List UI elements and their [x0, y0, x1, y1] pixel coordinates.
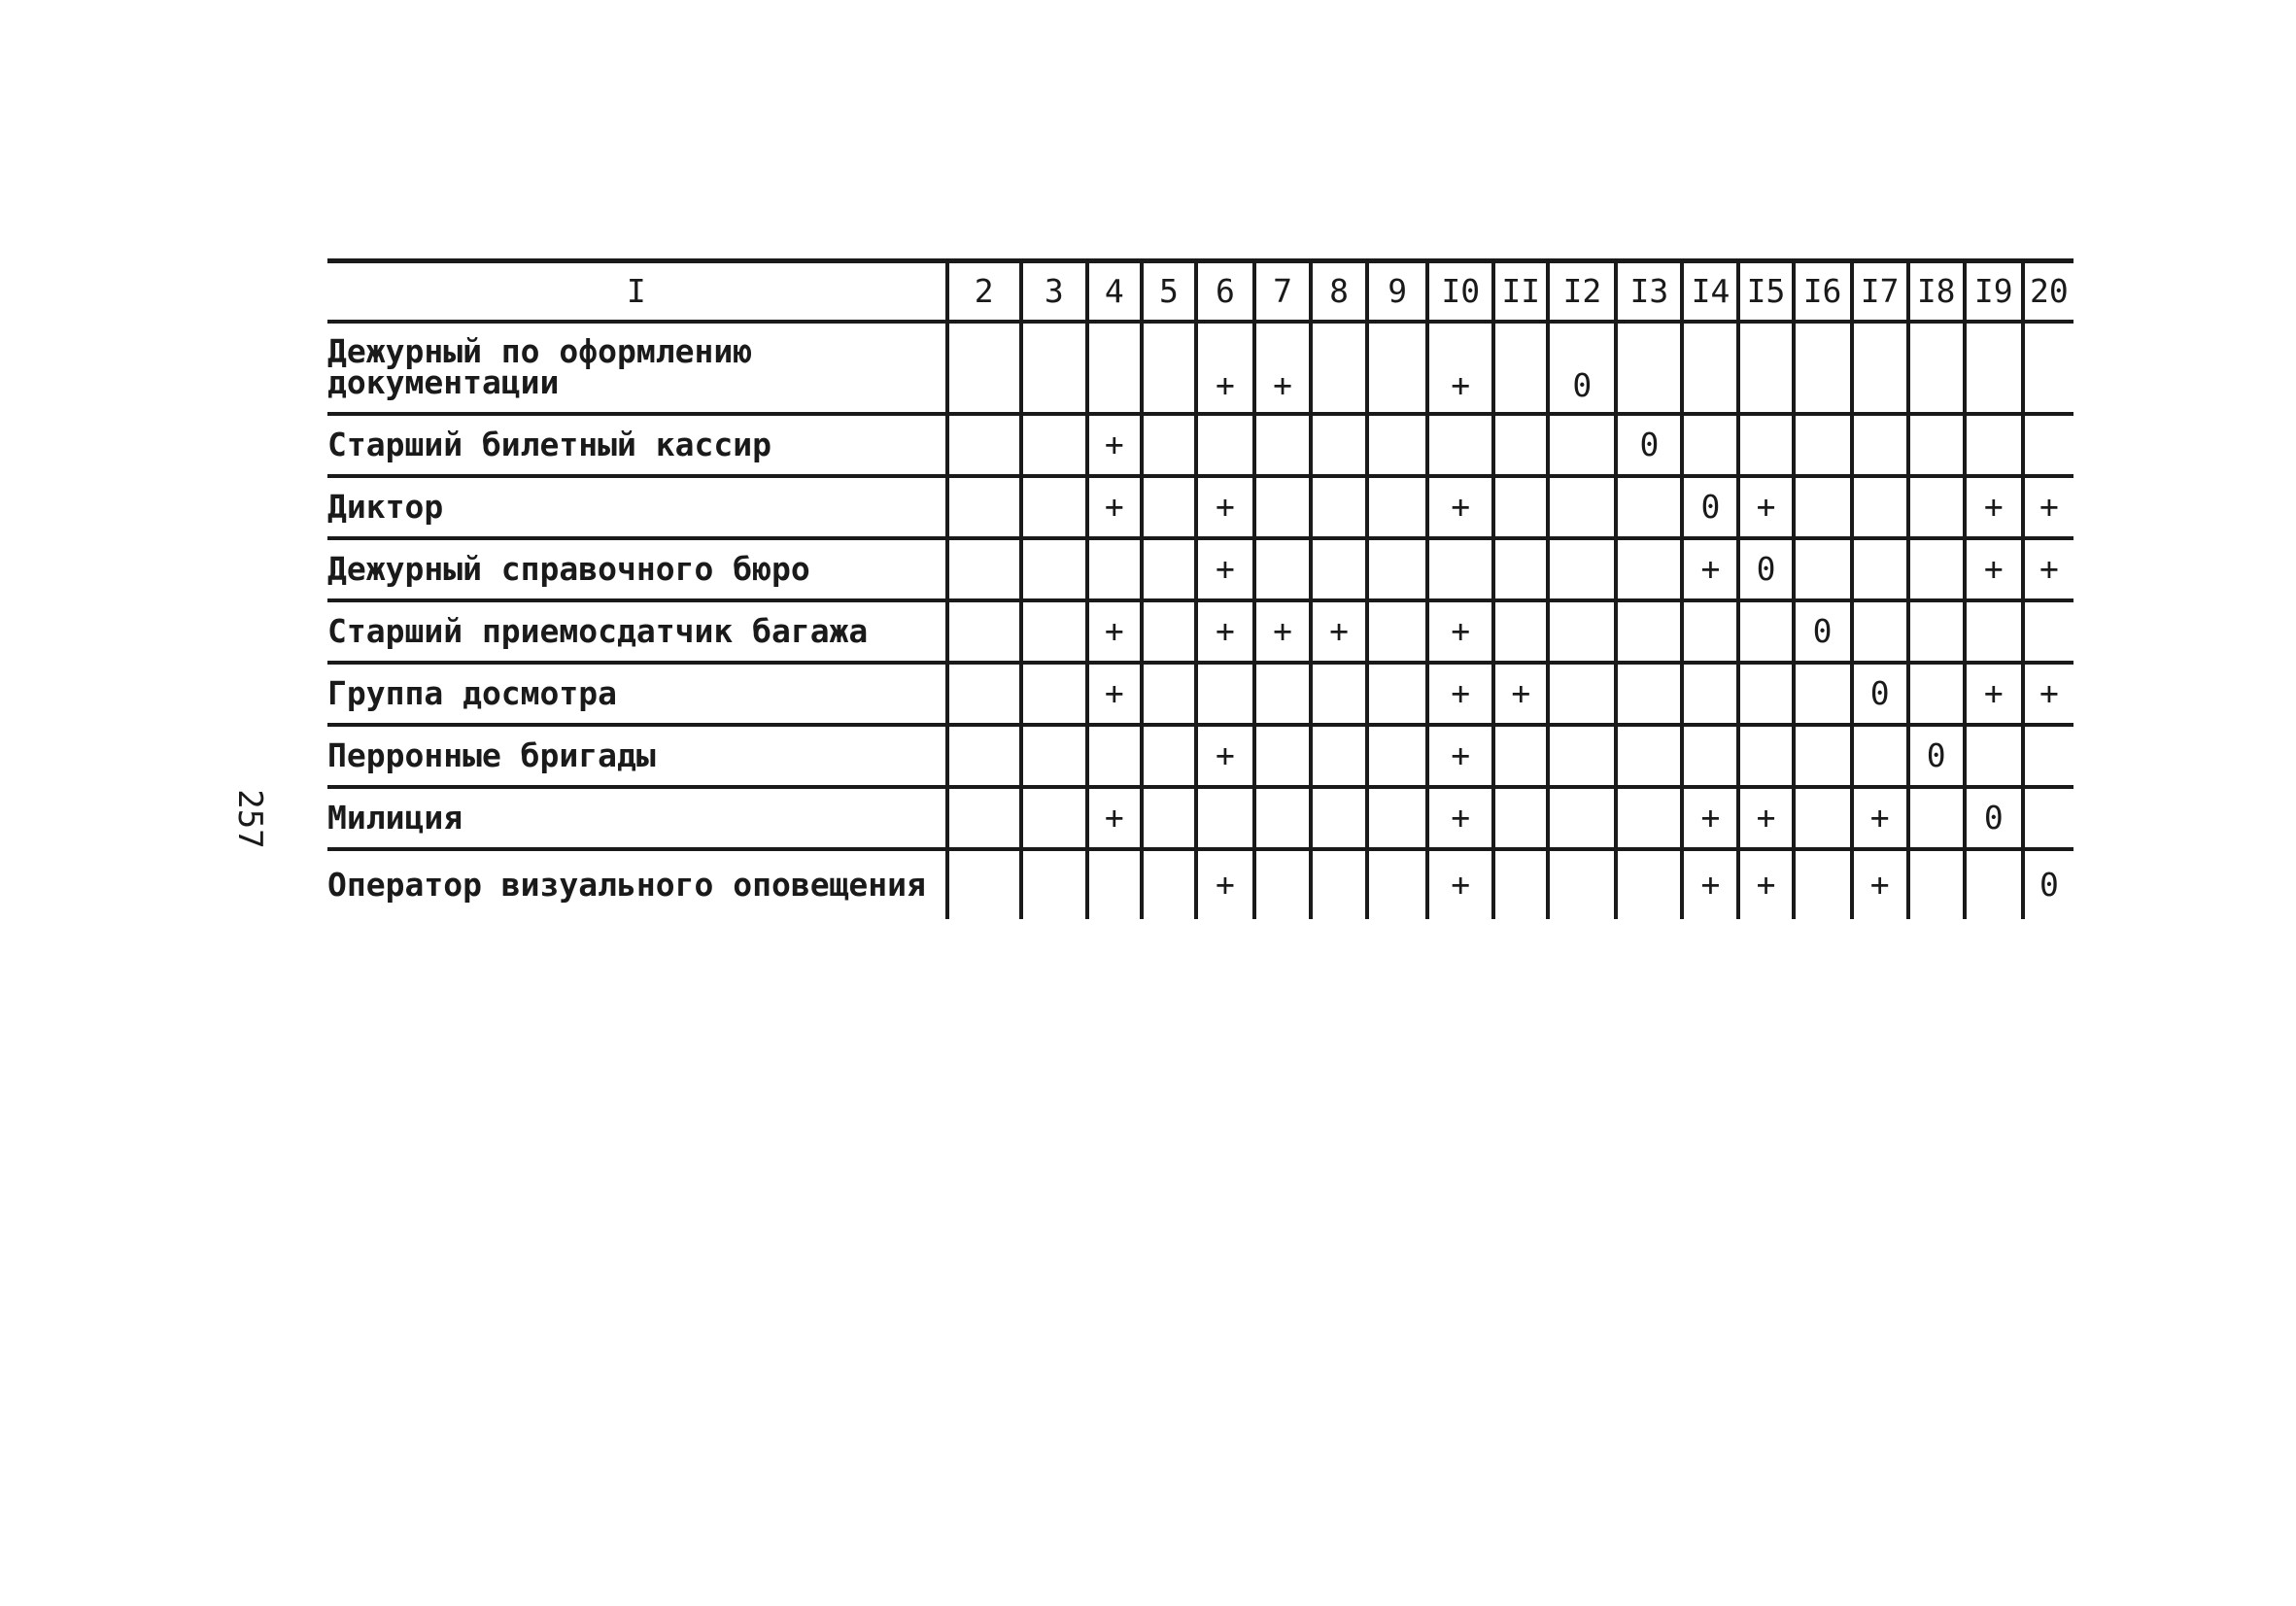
table-cell: [1493, 322, 1548, 414]
table-cell: +: [1087, 600, 1142, 663]
header-row: [327, 261, 2073, 322]
column-header: 4: [1087, 261, 1142, 322]
table-cell: [1142, 476, 1196, 538]
table-cell: [1367, 538, 1427, 600]
table-cell: +: [1427, 600, 1493, 663]
table-cell: [1021, 725, 1087, 787]
row-label: Оператор визуального оповещения: [327, 865, 926, 904]
column-header: I9: [1965, 261, 2023, 322]
table-cell: [2023, 787, 2073, 849]
table-cell: [1548, 663, 1616, 725]
table-cell: +: [1427, 476, 1493, 538]
table-cell: [1965, 414, 2023, 476]
table-cell: [1794, 849, 1852, 919]
table-cell: [1548, 725, 1616, 787]
table-cell: 0: [1616, 414, 1682, 476]
table-row: [327, 414, 2073, 476]
table-cell: [1367, 725, 1427, 787]
table-cell: +: [1254, 322, 1311, 414]
table-cell: [1493, 787, 1548, 849]
table-cell: [1794, 322, 1852, 414]
table-cell: [947, 414, 1021, 476]
table-cell: [2023, 725, 2073, 787]
table-cell: [1548, 787, 1616, 849]
table-cell: [947, 787, 1021, 849]
table-row: [327, 538, 2073, 600]
table-cell: +: [2023, 663, 2073, 725]
table-cell: [1908, 538, 1965, 600]
table-cell: +: [1427, 725, 1493, 787]
table-cell: +: [1196, 538, 1254, 600]
table-cell: [1254, 476, 1311, 538]
table-cell: [1682, 322, 1738, 414]
table-cell: 0: [1852, 663, 1908, 725]
table-cell: [1021, 663, 1087, 725]
table-cell: [947, 322, 1021, 414]
table-cell: +: [1311, 600, 1367, 663]
table-cell: [1196, 414, 1254, 476]
row-label: Дежурный справочного бюро: [327, 549, 810, 588]
column-header: I0: [1427, 261, 1493, 322]
table-cell: [1142, 849, 1196, 919]
table-cell: [1021, 414, 1087, 476]
table-cell: 0: [1548, 322, 1616, 414]
table-cell: [1021, 849, 1087, 919]
table-cell: +: [1196, 322, 1254, 414]
table-row: [327, 322, 2073, 414]
table-cell: [1616, 787, 1682, 849]
table-cell: [1852, 725, 1908, 787]
table-cell: +: [1738, 476, 1793, 538]
table-cell: [947, 538, 1021, 600]
table-cell: [1493, 538, 1548, 600]
table-cell: [1427, 538, 1493, 600]
table-cell: [1738, 725, 1793, 787]
table-cell: +: [2023, 476, 2073, 538]
table-cell: +: [1682, 787, 1738, 849]
table-cell: +: [1427, 787, 1493, 849]
table-cell: [1367, 663, 1427, 725]
table-cell: [1142, 725, 1196, 787]
table-cell: [1794, 725, 1852, 787]
table-cell: [1548, 538, 1616, 600]
table-cell: [1852, 322, 1908, 414]
table-cell: [1021, 787, 1087, 849]
column-header: I2: [1548, 261, 1616, 322]
column-header: 9: [1367, 261, 1427, 322]
table-cell: [1548, 600, 1616, 663]
table-cell: [1021, 600, 1087, 663]
table-cell: [1493, 849, 1548, 919]
table-cell: [1616, 663, 1682, 725]
table-row: [327, 725, 2073, 787]
table-cell: +: [1087, 787, 1142, 849]
table-cell: [1087, 849, 1142, 919]
table-cell: +: [1965, 663, 2023, 725]
table-cell: [1021, 322, 1087, 414]
table-cell: [1965, 322, 2023, 414]
table-cell: [1682, 663, 1738, 725]
table-cell: [1794, 787, 1852, 849]
table-cell: [947, 600, 1021, 663]
table-cell: [1367, 414, 1427, 476]
table-cell: [1021, 538, 1087, 600]
page-number: 257: [230, 789, 269, 849]
table-cell: +: [1087, 476, 1142, 538]
table-cell: [1196, 663, 1254, 725]
column-header-label: I: [626, 272, 646, 311]
table-cell: +: [1493, 663, 1548, 725]
table-cell: 0: [1682, 476, 1738, 538]
table-cell: [1852, 476, 1908, 538]
table-cell: [1311, 414, 1367, 476]
table-cell: [1311, 538, 1367, 600]
table-cell: [1682, 600, 1738, 663]
table-cell: [1142, 663, 1196, 725]
table-cell: [1852, 538, 1908, 600]
table-cell: [1427, 414, 1493, 476]
table-cell: +: [1087, 414, 1142, 476]
column-header: 2: [947, 261, 1021, 322]
table-cell: 0: [2023, 849, 2073, 919]
table-cell: [1142, 538, 1196, 600]
table-cell: [1367, 600, 1427, 663]
table-cell: [1852, 600, 1908, 663]
table-cell: [947, 849, 1021, 919]
table-cell: [1021, 476, 1087, 538]
table-cell: +: [1965, 476, 2023, 538]
table-cell: [1682, 725, 1738, 787]
table-cell: [1738, 663, 1793, 725]
table-cell: [1616, 600, 1682, 663]
table-cell: [1254, 849, 1311, 919]
table-cell: +: [1965, 538, 2023, 600]
column-header: 7: [1254, 261, 1311, 322]
table-cell: [1616, 476, 1682, 538]
row-label: Диктор: [327, 487, 444, 526]
table-cell: [1493, 600, 1548, 663]
table-cell: [1311, 787, 1367, 849]
table-cell: [1908, 476, 1965, 538]
table-cell: +: [1427, 322, 1493, 414]
row-label: Старший билетный кассир: [327, 425, 771, 463]
table-cell: [1367, 322, 1427, 414]
table-cell: +: [1196, 600, 1254, 663]
table-cell: 0: [1908, 725, 1965, 787]
table-cell: [1548, 414, 1616, 476]
table-cell: +: [1738, 787, 1793, 849]
table-row: [327, 849, 2073, 919]
table-cell: [1254, 787, 1311, 849]
table-cell: [1196, 787, 1254, 849]
table-row: [327, 663, 2073, 725]
table-cell: [1087, 538, 1142, 600]
table-cell: [1311, 322, 1367, 414]
table-cell: [1311, 663, 1367, 725]
table-cell: +: [1427, 849, 1493, 919]
table-cell: [2023, 414, 2073, 476]
table-cell: [1908, 663, 1965, 725]
table-cell: [1142, 600, 1196, 663]
table-cell: [1738, 600, 1793, 663]
table-cell: [1908, 322, 1965, 414]
table-cell: [1142, 322, 1196, 414]
table-cell: +: [2023, 538, 2073, 600]
table-cell: [1367, 849, 1427, 919]
table-cell: +: [1087, 663, 1142, 725]
table-row: [327, 600, 2073, 663]
table-cell: [1254, 538, 1311, 600]
table-cell: +: [1254, 600, 1311, 663]
table-cell: 0: [1794, 600, 1852, 663]
table-cell: [1616, 538, 1682, 600]
column-header: 3: [1021, 261, 1087, 322]
table-cell: [1682, 414, 1738, 476]
table-cell: [1794, 538, 1852, 600]
table-cell: [1965, 725, 2023, 787]
table-cell: [1254, 725, 1311, 787]
column-header: I5: [1738, 261, 1793, 322]
column-header: II: [1493, 261, 1548, 322]
table-cell: [1965, 849, 2023, 919]
table-cell: [1493, 725, 1548, 787]
table-cell: [1616, 849, 1682, 919]
row-label: Перронные бригады: [327, 735, 656, 774]
column-header: 8: [1311, 261, 1367, 322]
column-header: I7: [1852, 261, 1908, 322]
table-cell: [947, 725, 1021, 787]
column-header: 6: [1196, 261, 1254, 322]
table-cell: 0: [1965, 787, 2023, 849]
table-cell: [1794, 414, 1852, 476]
table-cell: [947, 476, 1021, 538]
table-cell: [1142, 787, 1196, 849]
table-cell: [1254, 663, 1311, 725]
table-cell: [1965, 600, 2023, 663]
column-header: I8: [1908, 261, 1965, 322]
table-cell: [1794, 663, 1852, 725]
table-cell: +: [1852, 849, 1908, 919]
column-header: 5: [1142, 261, 1196, 322]
row-label: Дежурный по оформлению документации: [327, 332, 753, 401]
table-cell: [1254, 414, 1311, 476]
column-header: I6: [1794, 261, 1852, 322]
table-cell: +: [1682, 849, 1738, 919]
table-cell: [1794, 476, 1852, 538]
table-cell: [1548, 476, 1616, 538]
table-cell: [947, 663, 1021, 725]
table-cell: [1142, 414, 1196, 476]
table-cell: +: [1196, 725, 1254, 787]
column-header: 20: [2023, 261, 2073, 322]
table-cell: +: [1738, 849, 1793, 919]
column-header: I4: [1682, 261, 1738, 322]
table-cell: +: [1427, 663, 1493, 725]
table-row: [327, 787, 2073, 849]
row-label: Группа досмотра: [327, 673, 618, 712]
table-cell: [1908, 600, 1965, 663]
table-cell: +: [1852, 787, 1908, 849]
row-label: Старший приемосдатчик багажа: [327, 611, 869, 650]
table-cell: [1311, 725, 1367, 787]
table-cell: [1087, 322, 1142, 414]
table-cell: [1493, 414, 1548, 476]
table-cell: [1738, 414, 1793, 476]
table-cell: [1311, 476, 1367, 538]
row-label: Милиция: [327, 798, 463, 837]
table-cell: +: [1682, 538, 1738, 600]
table-cell: [1908, 414, 1965, 476]
table-cell: [1367, 476, 1427, 538]
table-cell: 0: [1738, 538, 1793, 600]
table-cell: [2023, 322, 2073, 414]
table-cell: +: [1196, 849, 1254, 919]
table-cell: [1908, 849, 1965, 919]
column-header: I3: [1616, 261, 1682, 322]
table-cell: [1616, 322, 1682, 414]
table-cell: [1493, 476, 1548, 538]
table-cell: [1548, 849, 1616, 919]
table-cell: [1738, 322, 1793, 414]
table-cell: [2023, 600, 2073, 663]
table-cell: +: [1196, 476, 1254, 538]
table-cell: [1087, 725, 1142, 787]
table-cell: [1908, 787, 1965, 849]
table-cell: [1367, 787, 1427, 849]
table-cell: [1311, 849, 1367, 919]
responsibility-table: [327, 258, 2073, 919]
table-cell: [1616, 725, 1682, 787]
table-cell: [1852, 414, 1908, 476]
table-row: [327, 476, 2073, 538]
